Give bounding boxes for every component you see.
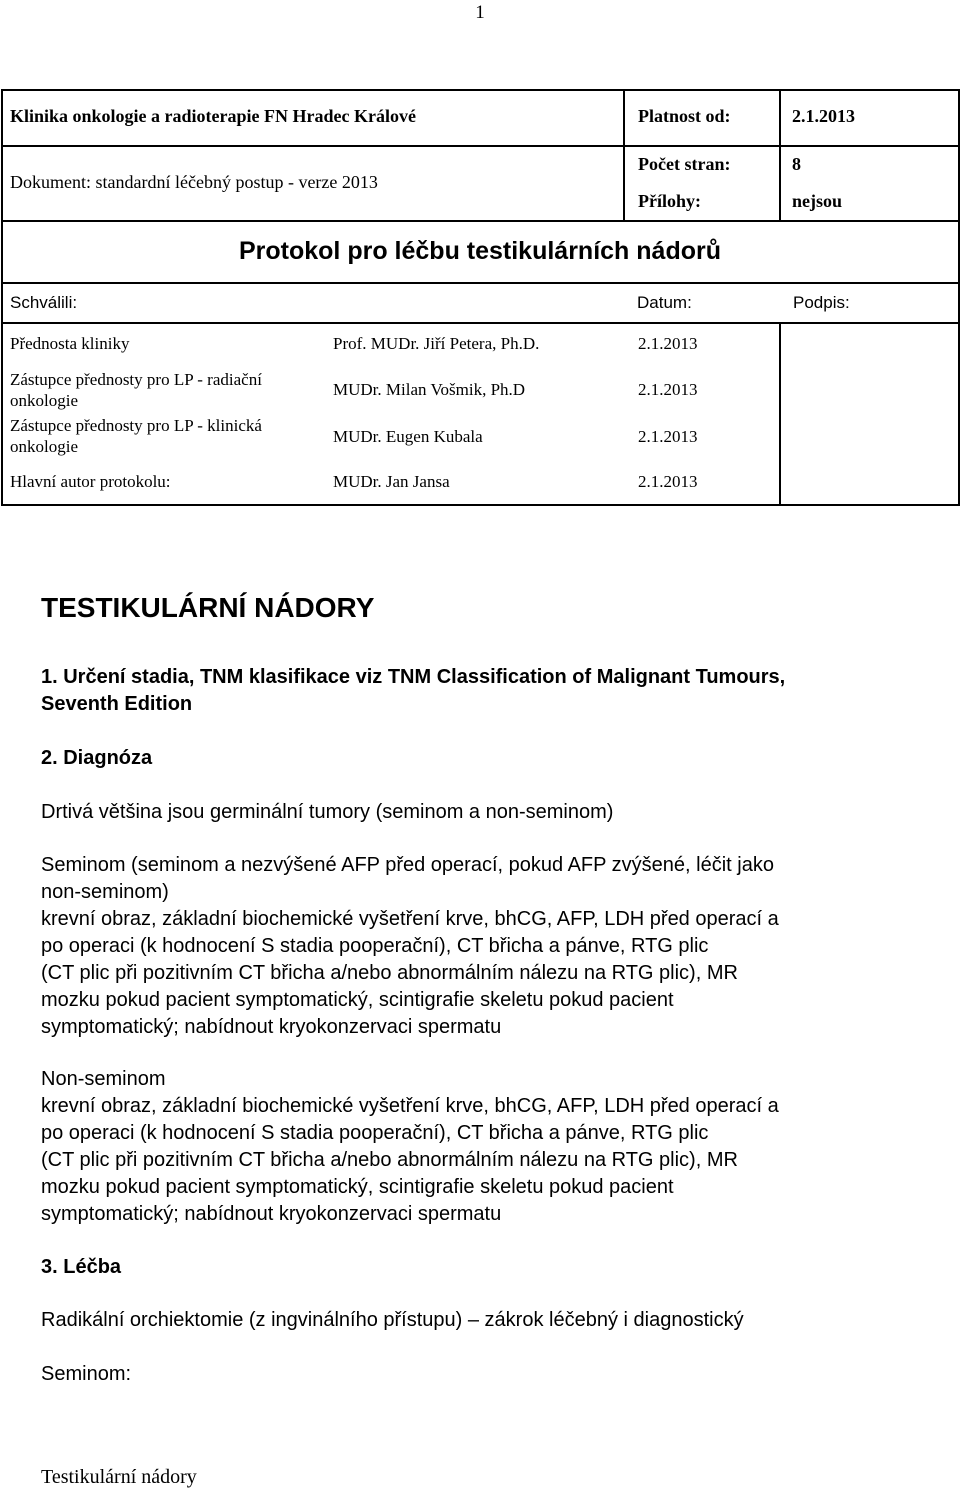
divider: [779, 322, 781, 506]
divider: [1, 282, 960, 284]
approver-role: Zástupce přednosty pro LP - radiační onkologie: [10, 370, 262, 410]
signature-label: Podpis:: [793, 293, 850, 312]
approver-role: Zástupce přednosty pro LP - klinická onkologie: [10, 416, 262, 456]
divider: [1, 322, 960, 324]
nonseminom-paragraph: Non-seminom krevní obraz, základní biochemické vyšetření krve, bhCG, AFP, LDH před operací a po operaci (k hodnocení S stadia pooperační), CT břicha a pánve, RTG plic (CT plic při pozitivním CT břicha a/nebo abnormálním nálezu na RTG plic), MR mozku pokud pacient symptomatický, scintigrafie skeletu pokud pacient symptomatický; nabídnout kryokonzervaci spermatu: [41, 1068, 779, 1225]
attachments-label: Přílohy:: [638, 191, 701, 211]
approver-name: MUDr. Jan Jansa: [333, 472, 450, 491]
diagnosis-intro: Drtivá většina jsou germinální tumory (seminom a non-seminom): [41, 801, 614, 823]
approver-role: Přednosta kliniky: [10, 334, 130, 353]
clinic-name: Klinika onkologie a radioterapie FN Hradec Králové: [10, 106, 416, 126]
seminom-paragraph: Seminom (seminom a nezvýšené AFP před operací, pokud AFP zvýšené, léčit jako non-seminom) krevní obraz, základní biochemické vyšetření krve, bhCG, AFP, LDH před operací a po operaci (k hodnocení S stadia pooperační), CT břicha a pánve, RTG plic (CT plic při pozitivním CT břicha a/nebo abnormálním nálezu na RTG plic), MR mozku pokud pacient symptomatický, scintigrafie skeletu pokud pacient symptomatický; nabídnout kryokonzervaci spermatu: [41, 854, 779, 1038]
approver-date: 2.1.2013: [638, 334, 698, 353]
validity-label: Platnost od:: [638, 106, 731, 126]
approver-name: Prof. MUDr. Jiří Petera, Ph.D.: [333, 334, 540, 353]
approver-name: MUDr. Eugen Kubala: [333, 427, 483, 446]
validity-value: 2.1.2013: [792, 106, 855, 126]
heading-treatment: 3. Léčba: [41, 1256, 122, 1278]
approver-date: 2.1.2013: [638, 380, 698, 399]
heading-staging: 1. Určení stadia, TNM klasifikace viz TNM Classification of Malignant Tumours, Seventh Edition: [41, 666, 786, 715]
approved-label: Schválili:: [10, 293, 78, 312]
approver-role: Hlavní autor protokolu:: [10, 472, 171, 491]
divider: [779, 89, 781, 220]
approver-date: 2.1.2013: [638, 427, 698, 446]
section-title: TESTIKULÁRNÍ NÁDORY: [41, 592, 375, 623]
approver-date: 2.1.2013: [638, 472, 698, 491]
pages-label: Počet stran:: [638, 154, 731, 174]
page-number: 1: [475, 2, 485, 23]
heading-diagnosis: 2. Diagnóza: [41, 747, 153, 769]
divider: [1, 145, 960, 147]
pages-value: 8: [792, 154, 801, 174]
protocol-title: Protokol pro léčbu testikulárních nádorů: [238, 237, 721, 265]
divider: [623, 89, 625, 220]
approver-name: MUDr. Milan Vošmik, Ph.D: [333, 380, 526, 399]
divider: [1, 220, 960, 222]
attachments-value: nejsou: [792, 191, 843, 211]
treatment-text: Radikální orchiektomie (z ingvinálního přístupu) – zákrok léčebný i diagnostický: [41, 1309, 744, 1331]
date-label: Datum:: [637, 293, 692, 312]
seminom-label: Seminom:: [41, 1363, 132, 1385]
footer-text: Testikulární nádory: [41, 1466, 197, 1488]
document-info: Dokument: standardní léčebný postup - verze 2013: [10, 172, 378, 192]
